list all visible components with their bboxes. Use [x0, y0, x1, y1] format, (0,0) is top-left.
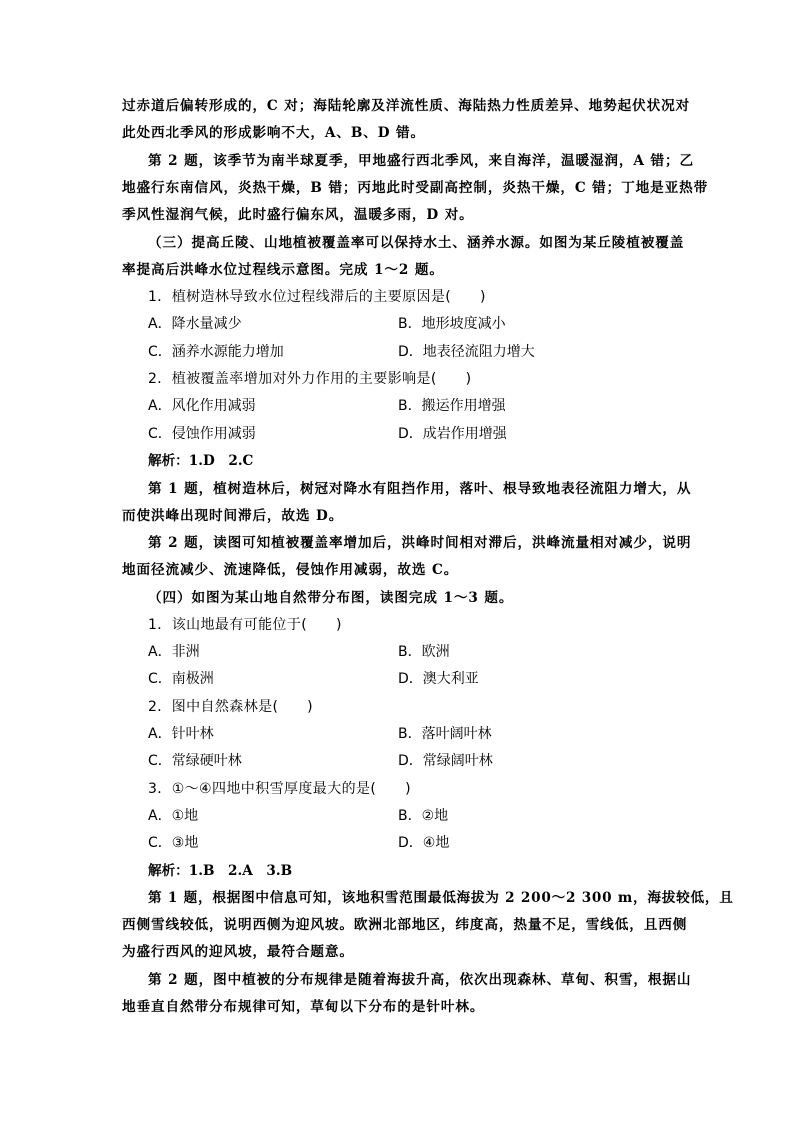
explanation-line: 第 1 题，植树造林后，树冠对降水有阻挡作用，落叶、根导致地表径流阻力增大，从: [148, 481, 692, 497]
question-stem: 1．植树造林导致水位过程线滞后的主要原因是( ): [148, 289, 486, 305]
text-line: 过赤道后偏转形成的，C 对；海陆轮廓及洋流性质、海陆热力性质差异、地势起伏状况对: [122, 98, 691, 114]
option-b: B．搬运作用增强: [398, 398, 506, 414]
option-a: A．非洲: [148, 644, 200, 660]
explanation-line: 地垂直自然带分布规律可知，草甸以下分布的是针叶林。: [122, 999, 485, 1015]
option-a: A．针叶林: [148, 726, 214, 742]
text-line: 地盛行东南信风，炎热干燥，B 错；丙地此时受副高控制，炎热干燥，C 错；丁地是亚热带: [122, 180, 709, 196]
option-c: C．南极洲: [148, 671, 214, 687]
option-a: A．①地: [148, 808, 199, 824]
option-b: B．欧洲: [398, 644, 450, 660]
option-d: D．成岩作用增强: [398, 426, 507, 442]
option-c: C．侵蚀作用减弱: [148, 426, 256, 442]
text-line: 第 2 题，该季节为南半球夏季，甲地盛行西北季风，来自海洋，温暖湿润，A 错；乙: [148, 153, 694, 169]
section-intro: （三）提高丘陵、山地植被覆盖率可以保持水土、涵养水源。如图为某丘陵植被覆盖: [148, 235, 685, 251]
option-d: D．常绿阔叶林: [398, 753, 493, 769]
explanation-line: 而使洪峰出现时间滞后，故选 D。: [122, 508, 344, 524]
option-a: A．降水量减少: [148, 316, 242, 332]
text-line: 季风性湿润气候，此时盛行偏东风，温暖多雨，D 对。: [122, 207, 474, 223]
option-a: A．风化作用减弱: [148, 398, 256, 414]
option-b: B．落叶阔叶林: [398, 726, 492, 742]
question-stem: 2．植被覆盖率增加对外力作用的主要影响是( ): [148, 371, 472, 387]
explanation-line: 第 2 题，图中植被的分布规律是随着海拔升高，依次出现森林、草甸、积雪，根据山: [148, 972, 692, 988]
section-intro: 率提高后洪峰水位过程线示意图。完成 1～2 题。: [122, 262, 444, 278]
explanation-line: 地面径流减少、流速降低，侵蚀作用减弱，故选 C。: [122, 562, 459, 578]
answer-line: 解析：1.B 2.A 3.B: [148, 863, 293, 879]
option-b: B．②地: [398, 808, 449, 824]
explanation-line: 为盛行西风的迎风坡，最符合题意。: [122, 944, 354, 960]
option-c: C．常绿硬叶林: [148, 753, 242, 769]
explanation-line: 第 1 题，根据图中信息可知，该地积雪范围最低海拔为 2 200～2 300 m，海拔较低，且: [148, 890, 734, 906]
option-b: B．地形坡度减小: [398, 316, 506, 332]
option-c: C．涵养水源能力增加: [148, 344, 284, 360]
option-c: C．③地: [148, 835, 199, 851]
option-d: D．澳大利亚: [398, 671, 479, 687]
question-stem: 2．图中自然森林是( ): [148, 699, 314, 715]
explanation-line: 第 2 题，读图可知植被覆盖率增加后，洪峰时间相对滞后，洪峰流量相对减少，说明: [148, 535, 692, 551]
text-line: 此处西北季风的形成影响不大，A、B、D 错。: [122, 125, 426, 141]
answer-line: 解析：1.D 2.C: [148, 453, 254, 469]
question-stem: 3．①～④四地中积雪厚度最大的是( ): [148, 781, 411, 797]
option-d: D．地表径流阻力增大: [398, 344, 535, 360]
section-intro: （四）如图为某山地自然带分布图，读图完成 1～3 题。: [148, 590, 514, 606]
option-d: D．④地: [398, 835, 450, 851]
explanation-line: 西侧雪线较低，说明西侧为迎风坡。欧洲北部地区，纬度高，热量不足，雪线低，且西侧: [122, 917, 688, 933]
question-stem: 1．该山地最有可能位于( ): [148, 617, 342, 633]
